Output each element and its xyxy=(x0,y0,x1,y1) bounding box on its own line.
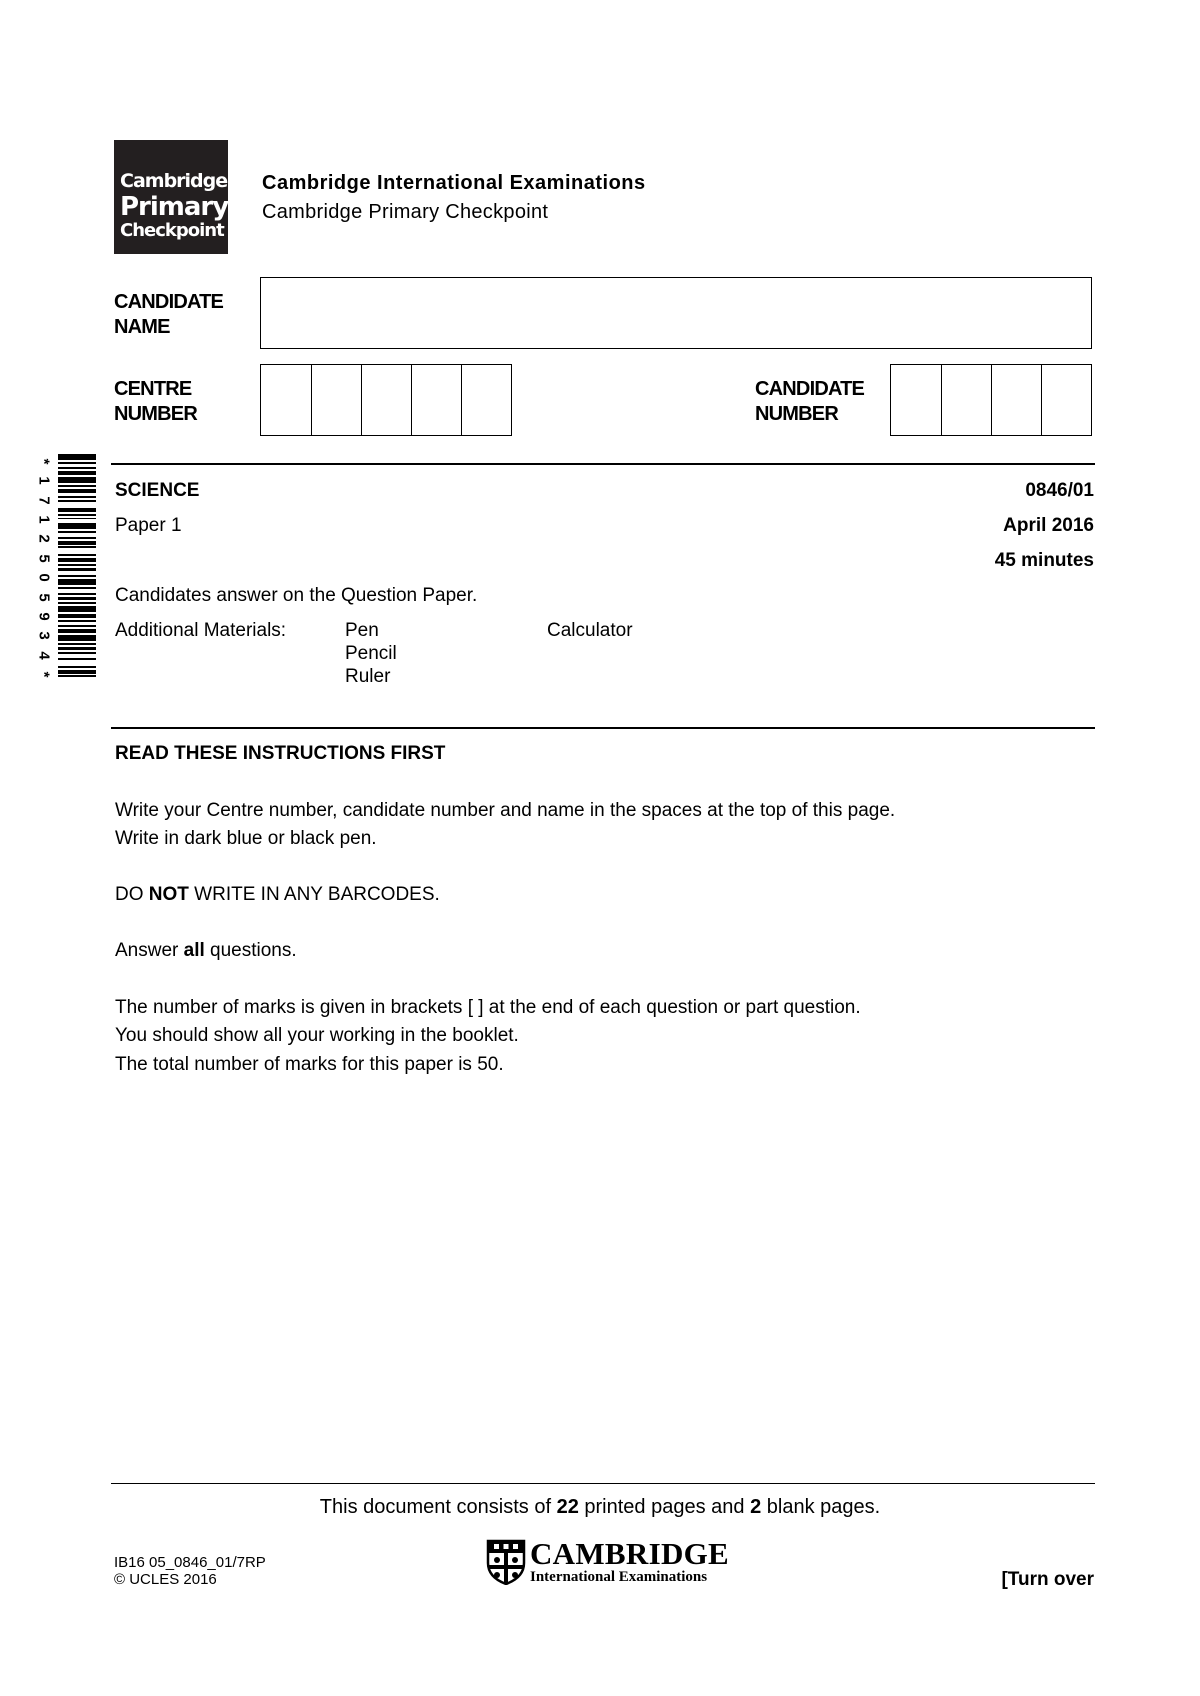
candidate-number-label-line1: CANDIDATE xyxy=(755,378,865,400)
barcode-digit: 1 xyxy=(35,515,53,524)
candidate-name-field[interactable] xyxy=(260,277,1092,349)
digit-cell[interactable] xyxy=(361,365,411,435)
instruction-line xyxy=(115,884,440,906)
barcode-digit: 9 xyxy=(35,612,53,621)
instruction-line: You should show all your working in the booklet. xyxy=(115,1025,519,1046)
instruction-text: Answer xyxy=(115,940,184,961)
barcode-digit: * xyxy=(35,458,53,465)
material-item: Pen xyxy=(345,620,379,641)
divider xyxy=(111,727,1095,729)
materials-label: Additional Materials: xyxy=(115,620,287,641)
instruction-emphasis: all xyxy=(183,940,205,961)
barcode-digits xyxy=(34,454,54,682)
programme-name: Cambridge Primary Checkpoint xyxy=(262,201,549,223)
centre-number-label-line1: CENTRE xyxy=(114,378,192,400)
instruction-line xyxy=(115,940,297,962)
digit-cell[interactable] xyxy=(1041,365,1091,435)
subject: SCIENCE xyxy=(115,480,200,501)
instruction-line: Write your Centre number, candidate number and name in the spaces at the top of this page. xyxy=(115,800,896,821)
answer-instruction: Candidates answer on the Question Paper. xyxy=(115,585,478,606)
logo-line-2: Primary xyxy=(120,192,229,222)
barcode-digit: 1 xyxy=(35,476,53,486)
page-count-statement xyxy=(0,1496,1200,1519)
candidate-name-label-line1: CANDIDATE xyxy=(114,291,224,313)
instruction-text: WRITE IN ANY BARCODES. xyxy=(188,884,440,905)
cambridge-wordmark xyxy=(530,1538,729,1585)
cambridge-logo xyxy=(486,1538,729,1585)
barcode-digit: 2 xyxy=(35,534,53,544)
page-count-text: printed pages and xyxy=(578,1496,751,1518)
logo-line-3: Checkpoint xyxy=(120,220,224,241)
header xyxy=(262,172,646,224)
barcode-digit: 4 xyxy=(35,650,53,660)
cambridge-primary-checkpoint-logo xyxy=(114,140,228,254)
page-count-text: This document consists of xyxy=(319,1496,557,1518)
candidate-name-label-line2: NAME xyxy=(114,316,170,338)
barcode-digit: 3 xyxy=(35,631,53,640)
instruction-line: The number of marks is given in brackets [ ] at the end of each question or part question. xyxy=(115,997,861,1018)
logo-line-1: Cambridge xyxy=(120,170,228,192)
paper-code: 0846/01 xyxy=(1025,480,1094,501)
digit-cell[interactable] xyxy=(461,365,511,435)
barcode-digit: 5 xyxy=(35,554,53,563)
instruction-text: DO xyxy=(115,884,149,905)
document-reference: IB16 05_0846_01/7RP xyxy=(114,1554,266,1571)
instruction-line: Write in dark blue or black pen. xyxy=(115,828,377,849)
centre-number-label xyxy=(114,377,197,427)
digit-cell[interactable] xyxy=(411,365,461,435)
footer-divider xyxy=(111,1483,1095,1484)
centre-number-label-line2: NUMBER xyxy=(114,403,197,425)
cambridge-subname: International Examinations xyxy=(530,1569,708,1585)
barcode-digit: * xyxy=(35,671,53,678)
centre-number-field[interactable] xyxy=(260,364,512,436)
instruction-emphasis: NOT xyxy=(148,884,189,905)
barcode-digit: 7 xyxy=(35,496,53,505)
organisation-name: Cambridge International Examinations xyxy=(262,172,646,194)
exam-date: April 2016 xyxy=(1003,515,1094,536)
digit-cell[interactable] xyxy=(891,365,941,435)
turn-over: [Turn over xyxy=(1001,1569,1094,1590)
material-item: Pencil xyxy=(345,643,397,664)
divider xyxy=(111,463,1095,465)
digit-cell[interactable] xyxy=(261,365,311,435)
instruction-line: The total number of marks for this paper is 50. xyxy=(115,1054,504,1075)
copyright: © UCLES 2016 xyxy=(114,1571,217,1588)
barcode-digit: 0 xyxy=(35,573,53,582)
material-item: Calculator xyxy=(547,620,633,641)
instructions-heading: READ THESE INSTRUCTIONS FIRST xyxy=(115,743,446,764)
cambridge-name: CAMBRIDGE xyxy=(530,1536,730,1571)
printed-pages-count: 22 xyxy=(556,1496,579,1518)
cambridge-shield-icon xyxy=(486,1539,526,1585)
digit-cell[interactable] xyxy=(991,365,1041,435)
material-item: Ruler xyxy=(345,666,391,687)
digit-cell[interactable] xyxy=(311,365,361,435)
candidate-name-label xyxy=(114,290,223,340)
paper-number: Paper 1 xyxy=(115,515,182,536)
candidate-number-field[interactable] xyxy=(890,364,1092,436)
exam-duration: 45 minutes xyxy=(994,550,1094,571)
barcode-digit: 5 xyxy=(35,592,53,602)
candidate-number-label xyxy=(755,377,864,427)
blank-pages-count: 2 xyxy=(750,1496,762,1518)
candidate-number-label-line2: NUMBER xyxy=(755,403,838,425)
barcode-icon xyxy=(58,454,96,682)
page-count-text: blank pages. xyxy=(761,1496,881,1518)
digit-cell[interactable] xyxy=(941,365,991,435)
instruction-text: questions. xyxy=(204,940,297,961)
